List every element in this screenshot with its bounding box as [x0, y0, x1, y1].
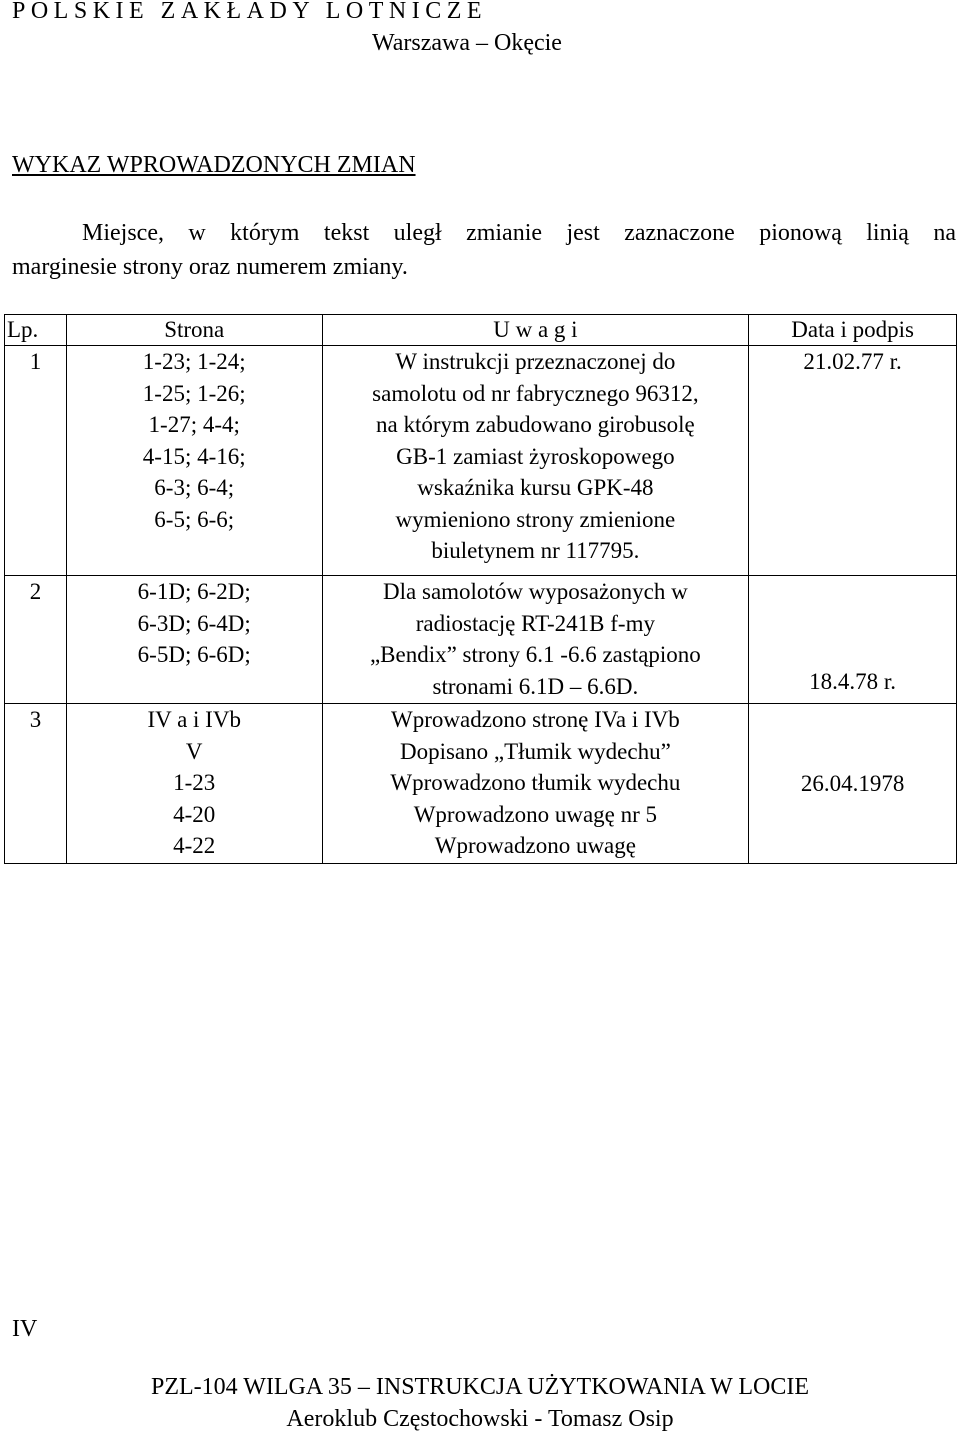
- company-name: POLSKIE ZAKŁADY LOTNICZE: [12, 0, 488, 24]
- page-entry: 1-23; 1-24;: [142, 349, 246, 374]
- header-data: Data i podpis: [749, 315, 957, 346]
- footer-subtitle: Aeroklub Częstochowski - Tomasz Osip: [286, 1406, 674, 1432]
- row-remarks: [322, 576, 749, 704]
- remark-line: radiostację RT-241B f-my: [415, 610, 655, 636]
- header-lp: Lp.: [5, 315, 67, 346]
- page-entry: 6-3D; 6-4D;: [137, 610, 251, 636]
- intro-line-2: marginesie strony oraz numerem zmiany.: [12, 254, 408, 280]
- page-entry: 1-27; 4-4;: [148, 412, 240, 437]
- table-row: [5, 576, 957, 704]
- page-entry: V: [185, 738, 203, 764]
- remark-line: wymieniono strony zmienione: [395, 506, 676, 532]
- intro-line-1: Miejsce, w którym tekst uległ zmianie jest zaznaczone pionową linią na: [82, 220, 956, 246]
- page-entry: 6-5; 6-6;: [154, 506, 235, 532]
- page-entry: 6-5D; 6-6D;: [137, 642, 251, 667]
- page-number: IV: [12, 1316, 38, 1342]
- page-entry: 4-15; 4-16;: [142, 443, 246, 469]
- row-number: 2: [5, 576, 67, 704]
- remark-line: „Bendix” strony 6.1 -6.6 zastąpiono: [369, 642, 701, 667]
- remark-line: GB-1 zamiast żyroskopowego: [396, 443, 675, 469]
- row-pages: [66, 704, 322, 864]
- remark-line: Wprowadzono uwagę: [434, 833, 636, 858]
- page-entry: 1-25; 1-26;: [142, 380, 246, 406]
- row-date: 21.02.77 r.: [749, 346, 957, 576]
- remark-line: na którym zabudowano girobusolę: [376, 412, 695, 437]
- remark-line: stronami 6.1D – 6.6D.: [432, 673, 639, 699]
- changes-table: [4, 314, 957, 864]
- table-header-row: [5, 315, 957, 346]
- remark-line: wskaźnika kursu GPK-48: [417, 475, 654, 500]
- page-entry: 4-22: [173, 833, 216, 858]
- remark-line: biuletynem nr 117795.: [431, 538, 640, 563]
- page-entry: IV a i IVb: [147, 707, 241, 732]
- remark-line: Dopisano „Tłumik wydechu”: [399, 738, 671, 764]
- header-uwagi: U w a g i: [322, 315, 749, 346]
- remark-line: Wprowadzono stronę IVa i IVb: [391, 707, 680, 732]
- row-remarks: [322, 704, 749, 864]
- remark-line: Wprowadzono uwagę nr 5: [413, 801, 658, 827]
- remark-line: samolotu od nr fabrycznego 96312,: [372, 380, 699, 406]
- row-date: 26.04.1978: [749, 704, 957, 864]
- row-date: 18.4.78 r.: [749, 576, 957, 704]
- page-entry: 4-20: [173, 801, 216, 827]
- page-entry: 1-23: [173, 770, 216, 795]
- intro-paragraph: [12, 216, 956, 284]
- remark-line: Wprowadzono tłumik wydechu: [390, 770, 681, 795]
- table-row: [5, 346, 957, 576]
- row-remarks: [322, 346, 749, 576]
- page-entry: 6-3; 6-4;: [154, 475, 235, 500]
- footer-title: PZL-104 WILGA 35 – INSTRUKCJA UŻYTKOWANIA W LOCIE: [151, 1374, 809, 1400]
- remark-line: W instrukcji przeznaczonej do: [395, 349, 676, 374]
- row-number: 3: [5, 704, 67, 864]
- company-location: Warszawa – Okęcie: [372, 30, 562, 56]
- section-title: WYKAZ WPROWADZONYCH ZMIAN: [12, 152, 416, 178]
- row-pages: [66, 576, 322, 704]
- table-row: [5, 704, 957, 864]
- remark-line: Dla samolotów wyposażonych w: [383, 579, 688, 604]
- row-number: 1: [5, 346, 67, 576]
- header-strona: Strona: [66, 315, 322, 346]
- page-entry: 6-1D; 6-2D;: [137, 579, 251, 604]
- row-pages: [66, 346, 322, 576]
